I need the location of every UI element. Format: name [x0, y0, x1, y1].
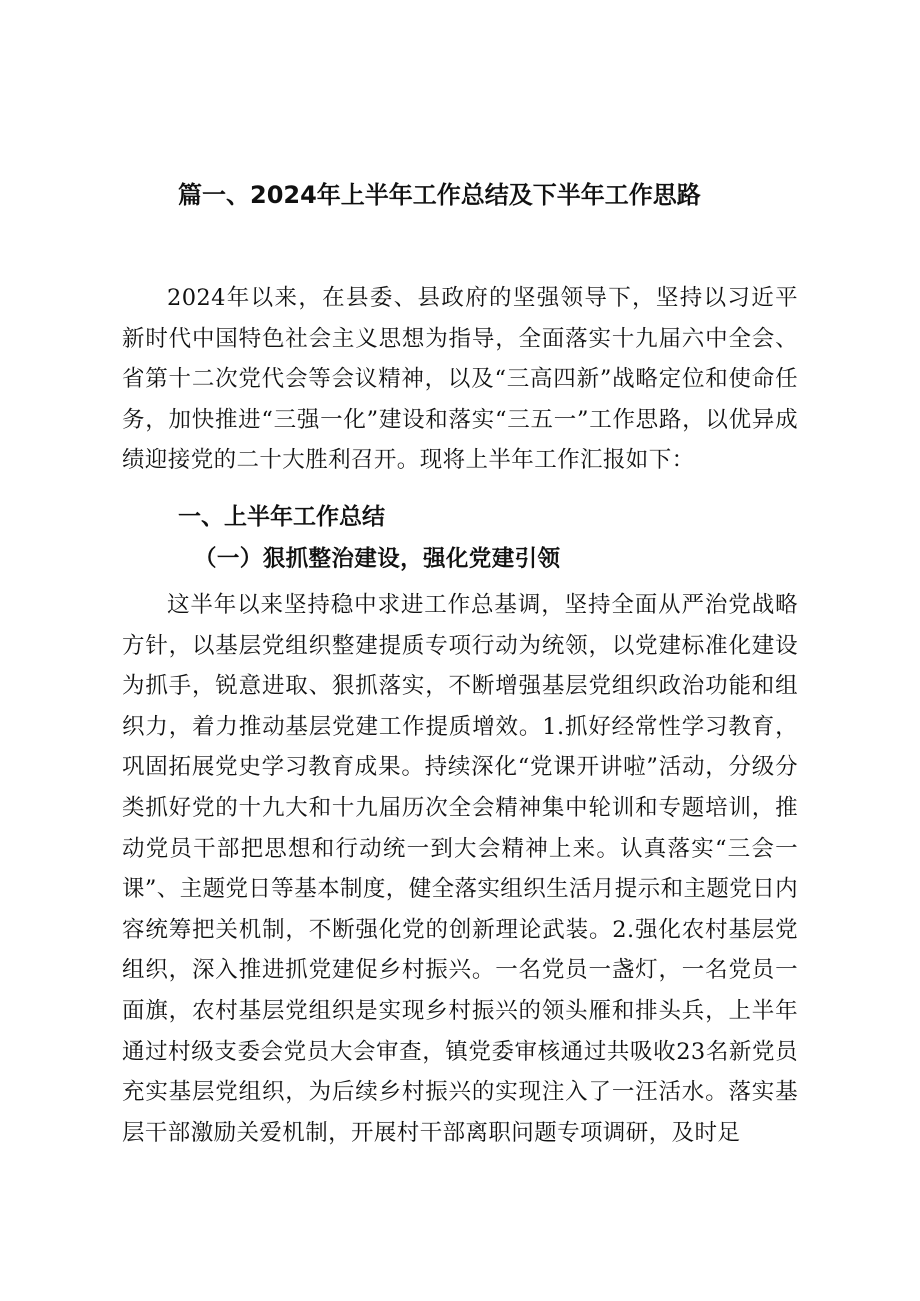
document-title: 篇一、2024年上半年工作总结及下半年工作思路	[178, 181, 701, 209]
section-heading: 一、上半年工作总结	[178, 504, 385, 530]
intro-paragraph: 2024年以来，在县委、县政府的坚强领导下，坚持以习近平新时代中国特色社会主义思想为指导，全面落实十九届六中全会、省第十二次党代会等会议精神，以及“三高四新”战略定位和使命任务，加快推进“三强一化”建设和落实“三五一”工作思路，以优异成绩迎接党的二十大胜利召开。现将上半年工作汇报如下：	[122, 285, 798, 474]
subsection-heading: （一）狠抓整治建设，强化党建引领	[194, 546, 561, 572]
body-paragraph: 这半年以来坚持稳中求进工作总基调，坚持全面从严治党战略方针，以基层党组织整建提质专项行动为统领，以党建标准化建设为抓手，锐意进取、狠抓落实，不断增强基层党组织政治功能和组织力，着力推动基层党建工作提质增效。1.抓好经常性学习教育，巩固拓展党史学习教育成果。持续深化“党课开讲啦”活动，分级分类抓好党的十九大和十九届历次全会精神集中轮训和专题培训，推动党员干部把思想和行动统一到大会精神上来。认真落实“三会一课”、主题党日等基本制度，健全落实组织生活月提示和主题党日内容统筹把关机制，不断强化党的创新理论武装。2.强化农村基层党组织，深入推进抓党建促乡村振兴。一名党员一盏灯，一名党员一面旗，农村基层党组织是实现乡村振兴的领头雁和排头兵，上半年通过村级支委会党员大会审查，镇党委审核通过共吸收23名新党员充实基层党组织，为后续乡村振兴的实现注入了一汪活水。落实基层干部激励关爱机制，开展村干部离职问题专项调研，及时足	[122, 592, 799, 1146]
